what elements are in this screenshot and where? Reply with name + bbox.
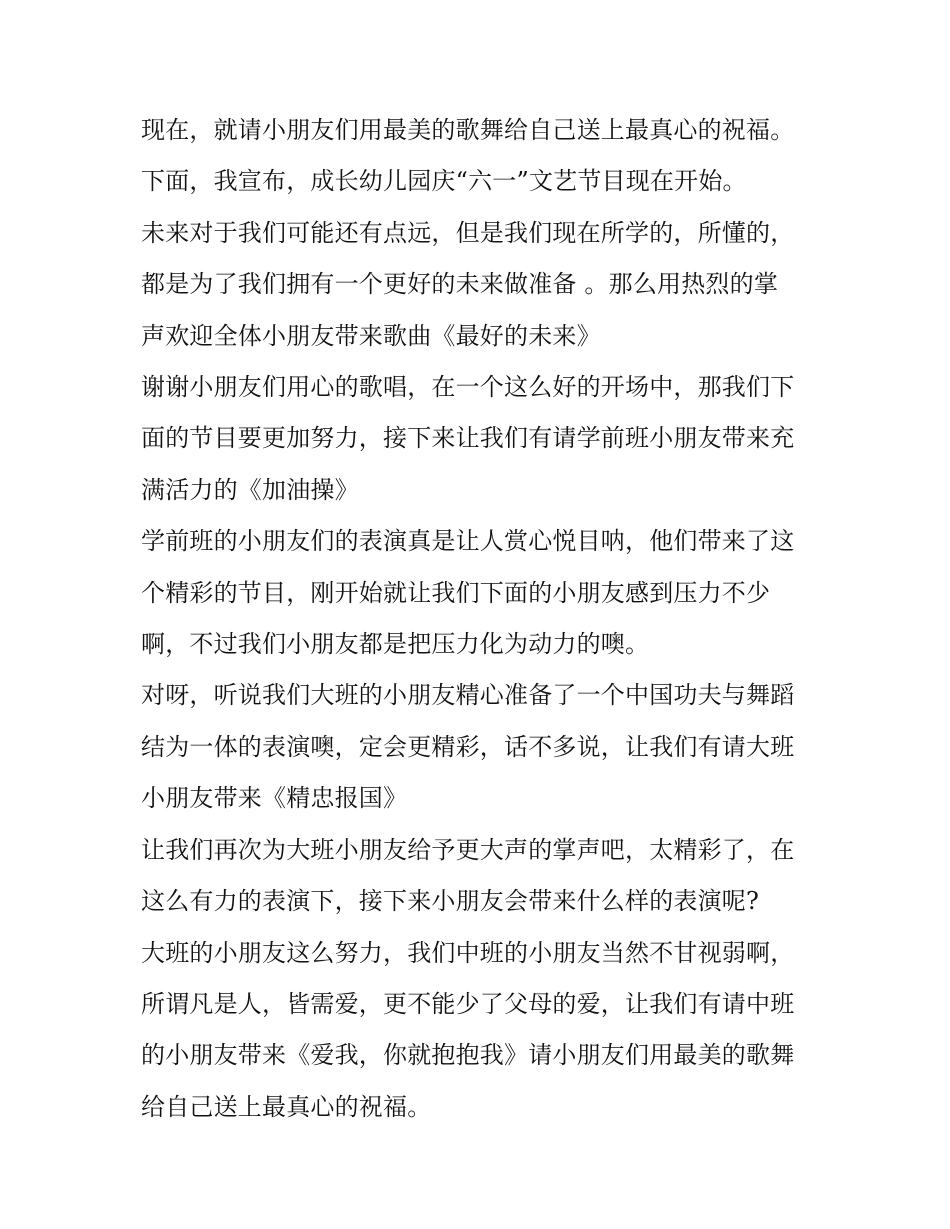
text-line: 对呀，听说我们大班的小朋友精心准备了一个中国功夫与舞蹈: [141, 681, 795, 710]
text-line: 给自己送上最真心的祝福。: [141, 1092, 432, 1121]
document-body: [141, 105, 821, 1133]
text-line: 啊，不过我们小朋友都是把压力化为动力的噢。: [141, 630, 650, 659]
text-line: 让我们再次为大班小朋友给予更大声的掌声吧，太精彩了，在: [141, 835, 795, 864]
text-line: 面的节目要更加努力，接下来让我们有请学前班小朋友带来充: [141, 424, 795, 453]
text-line: 下面，我宣布，成长幼儿园庆“六一”文艺节目现在开始。: [141, 167, 747, 196]
text-line: 的小朋友带来《爱我，你就抱抱我》请小朋友们用最美的歌舞: [141, 1041, 795, 1070]
text-line: 这么有力的表演下，接下来小朋友会带来什么样的表演呢?: [141, 887, 760, 916]
text-line: 大班的小朋友这么努力，我们中班的小朋友当然不甘视弱啊，: [141, 938, 795, 967]
text-line: 谢谢小朋友们用心的歌唱，在一个这么好的开场中，那我们下: [141, 373, 795, 402]
text-line: 结为一体的表演噢，定会更精彩，话不多说，让我们有请大班: [141, 732, 795, 761]
text-line: 满活力的《加油操》: [141, 475, 359, 504]
text-line: 都是为了我们拥有一个更好的未来做准备 。那么用热烈的掌: [141, 270, 779, 299]
text-line: 现在，就请小朋友们用最美的歌舞给自己送上最真心的祝福。: [141, 116, 795, 144]
text-line: 个精彩的节目，刚开始就让我们下面的小朋友感到压力不少: [141, 578, 771, 607]
text-line: 声欢迎全体小朋友带来歌曲《最好的未来》: [141, 321, 601, 350]
text-line: 学前班的小朋友们的表演真是让人赏心悦目呐，他们带来了这: [141, 527, 795, 556]
text-line: 所谓凡是人，皆需爱，更不能少了父母的爱，让我们有请中班: [141, 989, 795, 1018]
text-line: 未来对于我们可能还有点远，但是我们现在所学的，所懂的，: [141, 218, 795, 247]
text-line: 小朋友带来《精忠报国》: [141, 784, 408, 813]
